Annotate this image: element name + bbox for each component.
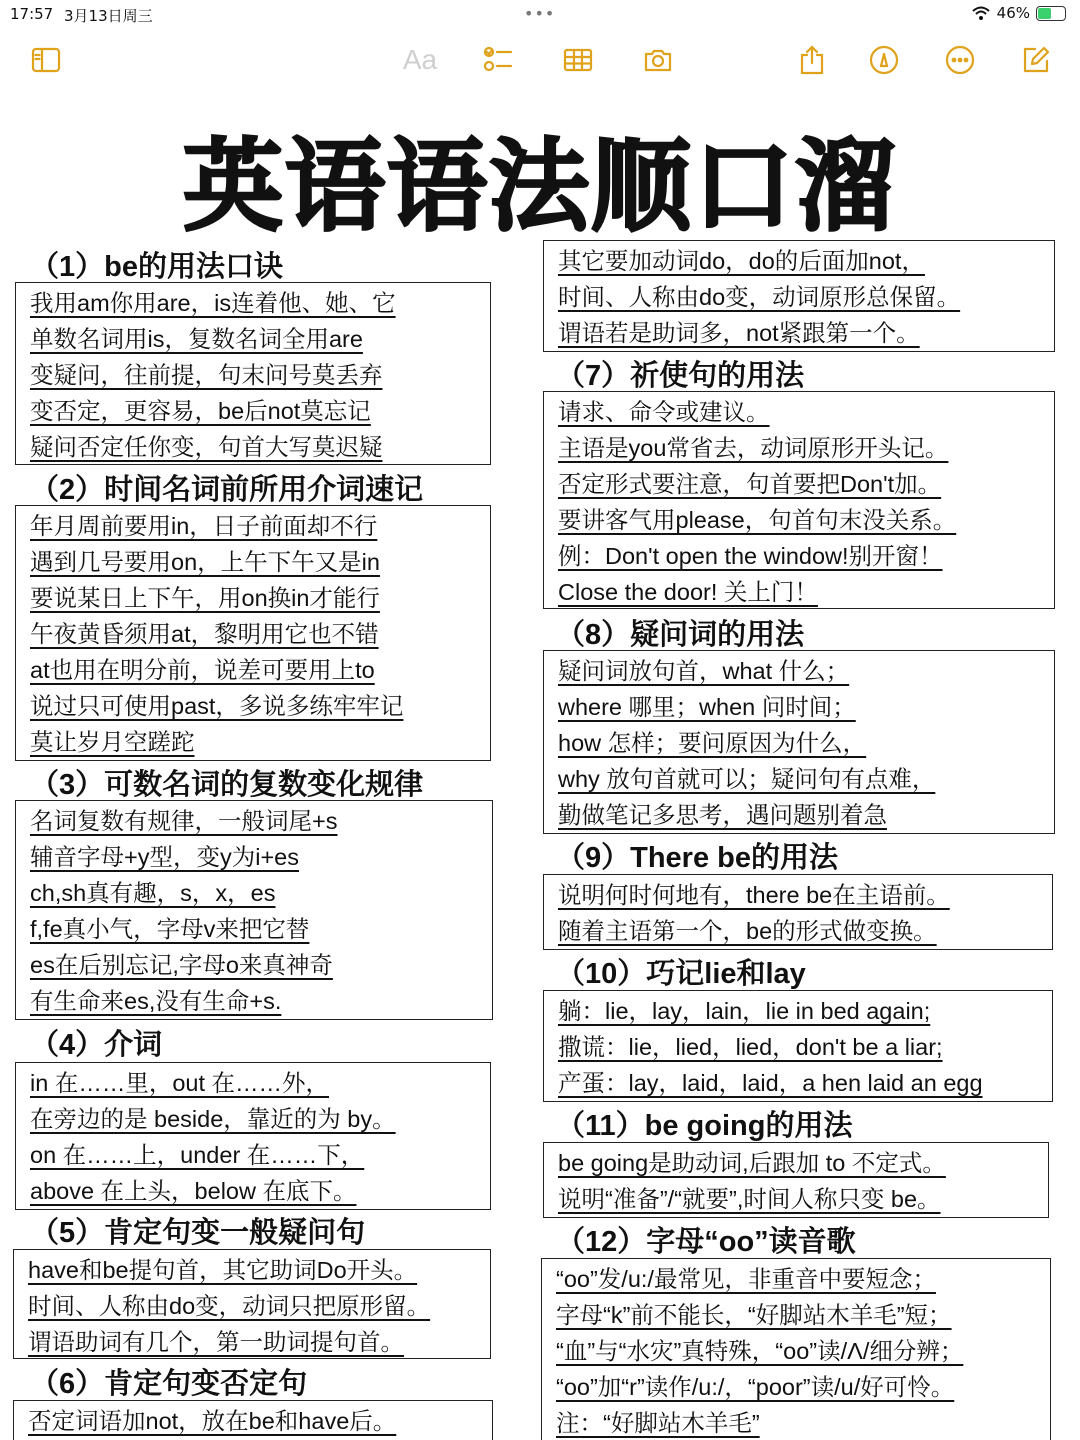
text-line: 躺：lie，lay，lain，lie in bed again; (558, 998, 931, 1024)
text-line: 遇到几号要用on，上午下午又是in (30, 549, 380, 575)
section-box (543, 990, 1053, 1102)
section-title: （2）时间名词前所用介词速记 (30, 474, 424, 506)
text-line: on 在……上，under 在……下， (30, 1142, 365, 1168)
text-line: 例：Don't open the window!别开窗！ (558, 543, 943, 569)
section-title: （10）巧记lie和lay (556, 958, 806, 990)
text-line: 变否定，更容易，be后not莫忘记 (30, 398, 371, 424)
text-line: 其它要加动词do，do的后面加not， (558, 248, 925, 274)
text-line: have和be提句首，其它助词Do开头。 (28, 1257, 418, 1283)
section-title: （7）祈使句的用法 (556, 360, 805, 392)
checklist-icon[interactable] (478, 42, 518, 78)
share-icon[interactable] (792, 42, 832, 78)
text-line: 疑问否定任你变，句首大写莫迟疑 (30, 434, 383, 460)
compose-icon[interactable] (1016, 42, 1056, 78)
section-box (15, 282, 491, 465)
camera-icon[interactable] (638, 42, 678, 78)
status-date: 3月13日周三 (64, 7, 153, 25)
text-line: 注：“好脚站木羊毛” (556, 1410, 760, 1436)
markup-pen-icon[interactable] (864, 42, 904, 78)
text-line: 撒谎：lie，lied，lied，don't be a liar; (558, 1034, 943, 1060)
text-line: 年月周前要用in，日子前面却不行 (30, 513, 378, 539)
text-line: 在旁边的是 beside，靠近的为 by。 (30, 1106, 396, 1132)
text-line: Close the door! 关上门！ (558, 579, 818, 605)
text-line: how 怎样；要问原因为什么， (558, 730, 867, 756)
section-title: （11）be going的用法 (556, 1110, 853, 1142)
section-title: （9）There be的用法 (556, 842, 838, 874)
section-box (541, 1258, 1051, 1440)
note-title: 英语语法顺口溜 (183, 131, 897, 243)
text-line: 说过只可使用past，多说多练牢牢记 (30, 693, 404, 719)
more-icon[interactable] (940, 42, 980, 78)
section-title: （6）肯定句变否定句 (30, 1368, 308, 1400)
text-line: 有生命来es,没有生命+s. (30, 988, 282, 1014)
text-line: 谓语若是助词多，not紧跟第一个。 (558, 320, 920, 346)
section-title: （8）疑问词的用法 (556, 619, 805, 651)
text-line: es在后别忘记,字母o来真神奇 (30, 952, 333, 978)
text-line: 疑问词放句首，what 什么； (558, 658, 850, 684)
section-title: （12）字母“oo”读音歌 (556, 1226, 856, 1258)
text-line: be going是助动词,后跟加 to 不定式。 (558, 1150, 946, 1176)
section-box (543, 1142, 1049, 1218)
battery-percent: 46% (996, 4, 1030, 22)
text-line: 说明“准备”/“就要”,时间人称只变 be。 (558, 1186, 941, 1212)
text-line: 午夜黄昏须用at，黎明用它也不错 (30, 621, 379, 647)
table-icon[interactable] (558, 42, 598, 78)
text-line: 谓语助词有几个，第一助词提句首。 (28, 1329, 404, 1355)
section-box (13, 1400, 493, 1440)
text-line: 要讲客气用please，句首句末没关系。 (558, 507, 957, 533)
text-line: why 放句首就可以；疑问句有点难， (558, 766, 936, 792)
section-box-continued (543, 240, 1055, 352)
text-line: 请求、命令或建议。 (558, 399, 770, 425)
text-line: 莫让岁月空蹉跎 (30, 729, 195, 755)
text-line: 名词复数有规律，一般词尾+s (30, 808, 338, 834)
section-box (543, 391, 1055, 609)
text-line: 主语是you常省去，动词原形开头记。 (558, 435, 949, 461)
battery-icon (1036, 6, 1066, 21)
section-box (543, 650, 1055, 834)
text-line: 随着主语第一个，be的形式做变换。 (558, 918, 937, 944)
section-title: （3）可数名词的复数变化规律 (30, 769, 424, 801)
text-line: 时间、人称由do变，动词只把原形留。 (28, 1293, 431, 1319)
section-title: （4）介词 (30, 1029, 163, 1061)
wifi-icon (971, 5, 991, 21)
text-line: 产蛋：lay，laid，laid，a hen laid an egg (558, 1070, 983, 1096)
section-box (15, 1062, 491, 1210)
text-line: 时间、人称由do变，动词原形总保留。 (558, 284, 961, 310)
text-line: 字母“k”前不能长，“好脚站木羊毛”短； (556, 1302, 952, 1328)
text-line: 要说某日上下午，用on换in才能行 (30, 585, 380, 611)
status-time: 17:57 (10, 5, 54, 23)
section-title: （5）肯定句变一般疑问句 (30, 1217, 366, 1249)
text-line: 否定词语加not，放在be和have后。 (28, 1408, 397, 1434)
text-line: where 哪里；when 问时间； (558, 694, 856, 720)
text-line: 我用am你用are，is连着他、她、它 (30, 290, 396, 316)
multitasking-dots-icon[interactable]: ••• (524, 4, 556, 23)
section-box (15, 505, 491, 761)
section-box (543, 874, 1053, 950)
text-line: above 在上头，below 在底下。 (30, 1178, 357, 1204)
text-line: f,fe真小气，字母v来把它替 (30, 916, 310, 942)
section-box (15, 800, 493, 1020)
text-line: 说明何时何地有，there be在主语前。 (558, 882, 950, 908)
text-line: 否定形式要注意，句首要把Don't加。 (558, 471, 942, 497)
text-line: “oo”发/u:/最常见，非重音中要短念； (556, 1266, 936, 1292)
text-line: 单数名词用is，复数名词全用are (30, 326, 363, 352)
text-line: 变疑问，往前提，句末问号莫丢弃 (30, 362, 383, 388)
text-line: in 在……里，out 在……外， (30, 1070, 330, 1096)
status-bar (0, 0, 1080, 28)
section-box (13, 1249, 491, 1359)
text-line: 勤做笔记多思考，遇问题别着急 (558, 802, 887, 828)
sidebar-icon[interactable] (26, 42, 66, 78)
text-line: “oo”加“r”读作/u:/，“poor”读/u/好可怜。 (556, 1374, 955, 1400)
battery-fill (1038, 8, 1051, 19)
status-indicators (971, 4, 1066, 22)
text-line: 辅音字母+y型，变y为i+es (30, 844, 299, 870)
text-line: at也用在明分前，说差可要用上to (30, 657, 375, 683)
text-line: ch,sh真有趣，s，x，es (30, 880, 276, 906)
text-line: “血”与“水灾”真特殊，“oo”读/Λ/细分辨； (556, 1338, 964, 1364)
section-title: （1）be的用法口诀 (30, 251, 283, 283)
notes-toolbar (0, 36, 1080, 84)
format-text-button[interactable]: Aa (402, 44, 438, 75)
